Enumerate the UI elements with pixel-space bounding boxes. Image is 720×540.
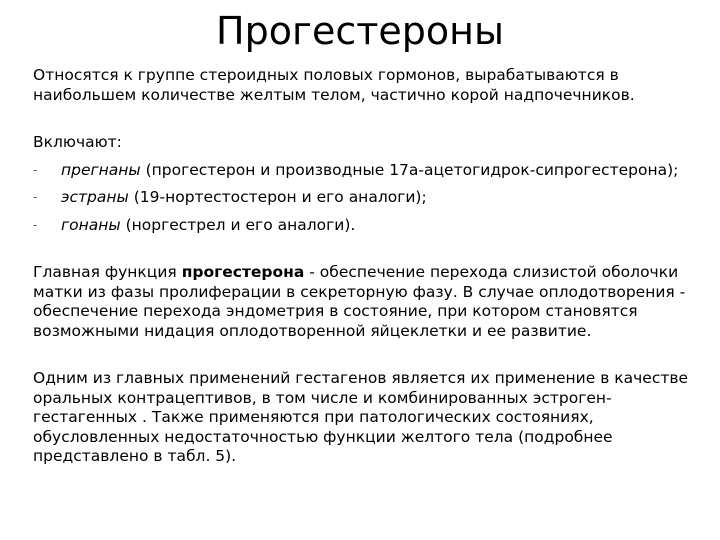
list-item-term: эстраны: [61, 188, 129, 206]
intro-paragraph: Относятся к группе стероидных половых гормонов, вырабатываются в наибольшем количестве желтым телом, частично корой надпочечников.: [33, 66, 635, 104]
function-text-before: Главная функция: [33, 263, 182, 281]
slide-body: [33, 66, 705, 495]
list-item: [33, 188, 705, 208]
list-item-term: гонаны: [61, 215, 121, 234]
list-item: [33, 161, 705, 181]
list-item-description: (прогестерон и производные 17а-ацетогидрок-сипрогестерона);: [140, 160, 679, 179]
list-item-description: (норгестрел и его аналоги).: [120, 215, 356, 234]
application-paragraph: Одним из главных применений гестагенов является их применение в качестве оральных контрацептивов, в том числе и комбинированных эстроген-гестагенных . Также применяются при патологических состояниях, обусловленных недостаточностью функции желтого тела (подробнее представлено в табл. 5).: [33, 369, 689, 465]
list-item-term: прегнаны: [61, 160, 141, 179]
bullet-marker: -: [33, 190, 38, 204]
function-text-bold: прогестерона: [181, 263, 305, 281]
list-item: [33, 216, 705, 236]
function-text-after: - обеспечение перехода слизистой оболочки матки из фазы пролиферации в секреторную фазу. В случае оплодотворения - обеспечение перехода эндометрия в состояние, при котором становятся возможными нидация оплодотворенной яйцеклетки и ее развитие.: [33, 263, 686, 340]
slide-title: Прогестероны: [216, 9, 504, 53]
bullet-marker: -: [33, 162, 38, 177]
compound-list: [33, 161, 705, 236]
bullet-marker: -: [33, 217, 38, 232]
includes-label: Включают:: [33, 133, 122, 151]
function-paragraph: [33, 263, 705, 341]
list-item-description: (19-нортестостерон и его аналоги);: [128, 188, 427, 206]
